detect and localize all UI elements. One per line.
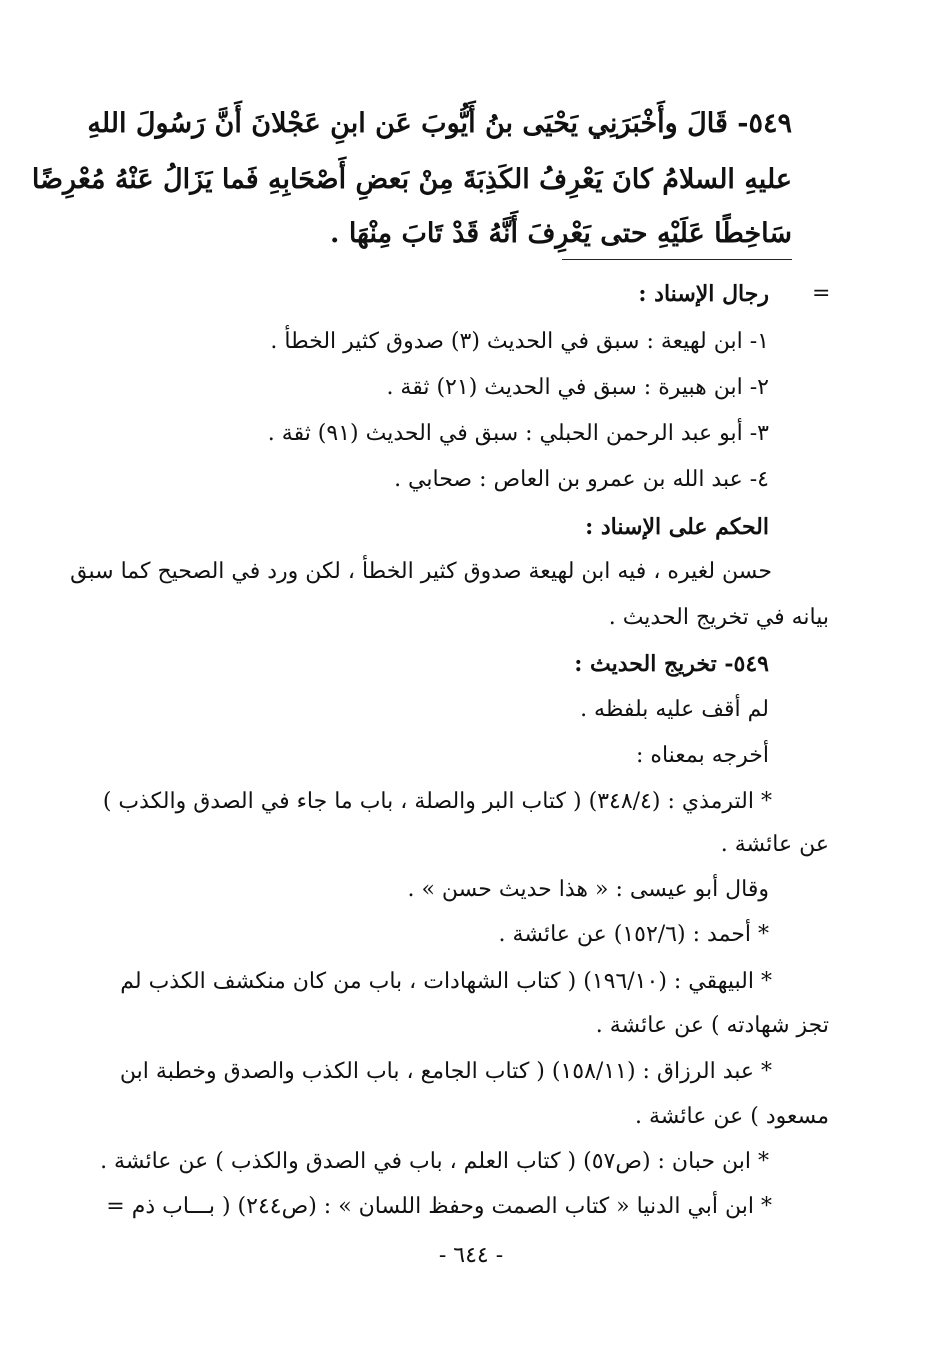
source-abu-isa: وقال أبو عيسى : « هذا حديث حسن » . (407, 877, 769, 902)
rijal-item: ٢- ابن هبيرة : سبق في الحديث (٢١) ثقة . (386, 375, 769, 400)
rijal-item: ٤- عبد الله بن عمرو بن العاص : صحابي . (394, 467, 769, 492)
footnote-divider (562, 259, 792, 260)
rijal-item: ١- ابن لهيعة : سبق في الحديث (٣) صدوق كثير الخطأ . (270, 329, 769, 354)
takhrij-heading: ٥٤٩- تخريج الحديث : (574, 651, 769, 677)
hadith-line-2: عليهِ السلامُ كانَ يَعْرِفُ الكَذِبَةَ مِنْ بَعضِ أَصْحَابِهِ فَما يَزَالُ عَنْهُ مُعْرِضًا (31, 164, 792, 195)
source-tirmidhi-line-1: * الترمذي : (٣٤٨/٤) ( كتاب البر والصلة ، باب ما جاء في الصدق والكذب ) (102, 789, 772, 814)
rijal-item: ٣- أبو عبد الرحمن الحبلي : سبق في الحديث (٩١) ثقة . (267, 421, 769, 446)
continuation-mark: = (812, 281, 831, 306)
source-abdulrazzaq-line-2: مسعود ) عن عائشة . (635, 1104, 829, 1129)
hadith-line-1: ٥٤٩- قَالَ وأَخْبَرَنِي يَحْيَى بنُ أَيُّوبَ عَن ابنِ عَجْلانَ أَنَّ رَسُولَ اللهِ (87, 108, 792, 139)
hadith-line-3: سَاخِطًا عَلَيْهِ حتى يَعْرِفَ أَنَّهُ قَدْ تَابَ مِنْهَا . (330, 218, 792, 249)
source-ibn-hibban: * ابن حبان : (ص٥٧) ( كتاب العلم ، باب في الصدق والكذب ) عن عائشة . (100, 1149, 769, 1174)
takhrij-line: لم أقف عليه بلفظه . (580, 697, 769, 722)
source-bayhaqi-line-2: تجز شهادته ) عن عائشة . (595, 1013, 829, 1038)
source-abdulrazzaq-line-1: * عبد الرزاق : (١٥٨/١١) ( كتاب الجامع ، باب الكذب والصدق وخطبة ابن (119, 1059, 772, 1084)
takhrij-line: أخرجه بمعناه : (636, 743, 769, 768)
hukm-line-1: حسن لغيره ، فيه ابن لهيعة صدوق كثير الخطأ ، لكن ورد في الصحيح كما سبق (70, 559, 772, 584)
source-bayhaqi-line-1: * البيهقي : (١٩٦/١٠) ( كتاب الشهادات ، باب من كان منكشف الكذب لم (120, 969, 772, 994)
source-ibn-abi-dunya: * ابن أبي الدنيا « كتاب الصمت وحفظ اللسان » : (ص٢٤٤) ( بـــاب ذم = (106, 1194, 772, 1219)
source-tirmidhi-line-2: عن عائشة . (720, 832, 829, 857)
rijal-heading: رجال الإسناد : (638, 281, 769, 307)
page-number: - ٦٤٤ - (438, 1243, 504, 1268)
source-ahmad: * أحمد : (١٥٢/٦) عن عائشة . (498, 922, 769, 947)
hukm-heading: الحكم على الإسناد : (585, 514, 769, 540)
hukm-line-2: بيانه في تخريج الحديث . (608, 605, 829, 630)
